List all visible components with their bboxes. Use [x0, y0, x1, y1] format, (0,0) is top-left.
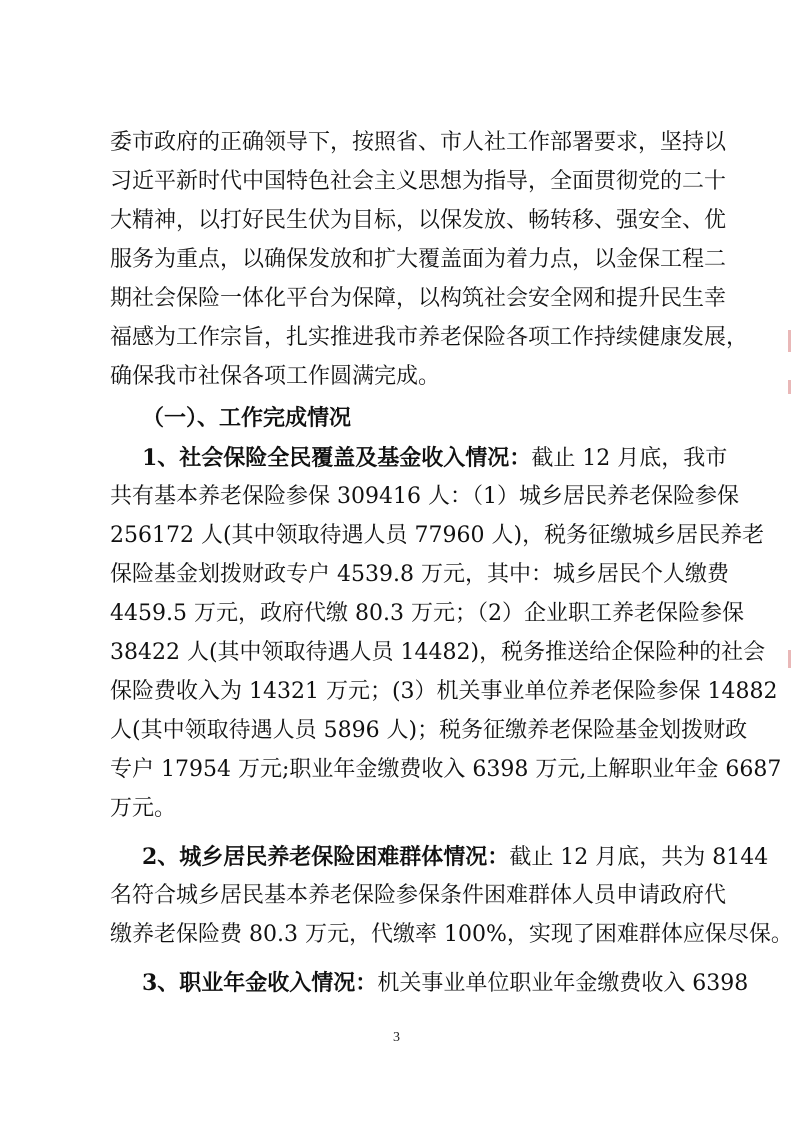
item1-line-3: 保险基金划拨财政专户 4539.8 万元，其中：城乡居民个人缴费	[110, 562, 729, 587]
item1-line-1: 共有基本养老保险参保 309416 人：（1）城乡居民养老保险参保	[110, 484, 739, 509]
item1-line-2: 256172 人(其中领取待遇人员 77960 人)，税务征缴城乡居民养老	[110, 523, 765, 548]
intro-line-6: 福感为工作宗旨，扎实推进我市养老保险各项工作持续健康发展，	[110, 325, 749, 350]
intro-line-4: 服务为重点，以确保发放和扩大覆盖面为着力点，以金保工程二	[110, 247, 727, 272]
intro-line-7: 确保我市社保各项工作圆满完成。	[110, 364, 441, 389]
item2-line-1: 名符合城乡居民基本养老保险参保条件困难群体人员申请政府代	[110, 883, 727, 908]
intro-line-5: 期社会保险一体化平台为保障，以构筑社会安全网和提升民生幸	[110, 286, 727, 311]
intro-line-2: 习近平新时代中国特色社会主义思想为指导，全面贯彻党的二十	[110, 169, 727, 194]
item1-first-line	[142, 443, 728, 473]
section-heading: （一）、工作完成情况	[142, 405, 352, 431]
scan-edge-mark	[788, 650, 791, 668]
item3-first-line	[142, 968, 749, 998]
item2-line-2: 缴养老保险费 80.3 万元，代缴率 100%，实现了困难群体应保尽保。	[110, 922, 793, 947]
item1-first-line-text: 截止 12 月底，我市	[531, 446, 728, 471]
item2-first-line	[142, 842, 769, 872]
item1-line-7: 人(其中领取待遇人员 5896 人)；税务征缴养老保险基金划拨财政	[110, 718, 748, 743]
item1-line-9: 万元。	[110, 796, 177, 821]
item1-heading: 1、社会保险全民覆盖及基金收入情况：	[142, 445, 532, 471]
item3-heading: 3、职业年金收入情况：	[142, 970, 378, 996]
item2-first-line-text: 截止 12 月底，共为 8144	[509, 845, 769, 870]
scan-edge-mark	[788, 330, 791, 352]
page-number: 3	[393, 1030, 400, 1045]
item1-line-6: 保险费收入为 14321 万元；(3）机关事业单位养老保险参保 14882	[110, 679, 778, 704]
item1-line-8: 专户 17954 万元;职业年金缴费收入 6398 万元,上解职业年金 6687	[110, 757, 782, 782]
intro-line-1: 委市政府的正确领导下，按照省、市人社工作部署要求，坚持以	[110, 130, 727, 155]
item3-first-line-text: 机关事业单位职业年金缴费收入 6398	[377, 971, 749, 996]
item1-line-4: 4459.5 万元，政府代缴 80.3 万元；（2）企业职工养老保险参保	[110, 601, 744, 626]
intro-line-3: 大精神，以打好民生伏为目标，以保发放、畅转移、强安全、优	[110, 208, 727, 233]
item1-line-5: 38422 人(其中领取待遇人员 14482)，税务推送给企保险种的社会	[110, 640, 766, 665]
scan-edge-mark	[788, 380, 791, 394]
item2-heading: 2、城乡居民养老保险困难群体情况：	[142, 844, 510, 870]
